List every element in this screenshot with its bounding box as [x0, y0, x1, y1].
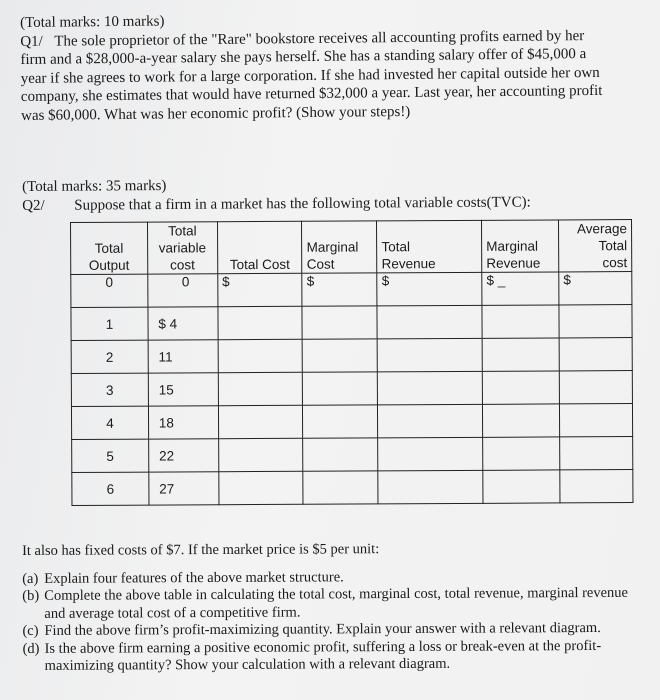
- cell-tvc: 11: [148, 340, 218, 373]
- cell-total-revenue: [378, 404, 483, 438]
- cell-output: 2: [71, 340, 148, 373]
- cell-marginal-cost: [303, 372, 378, 405]
- header-total-cost: Total Cost: [217, 221, 302, 273]
- part-label: (c): [22, 622, 39, 639]
- cell-marginal-cost: [302, 306, 377, 339]
- q2-marks: (Total marks: 35 marks): [22, 177, 167, 195]
- table-row: [71, 272, 632, 308]
- cell-marginal-revenue: [483, 437, 560, 470]
- cell-average-total-cost: [560, 437, 633, 470]
- question-1: [20, 7, 651, 125]
- q1-marks: (Total marks: 10 marks): [20, 13, 165, 31]
- cell-tvc: 22: [148, 439, 218, 472]
- cell-marginal-cost: $: [302, 273, 377, 306]
- cell-marginal-cost: [303, 339, 378, 372]
- cell-average-total-cost: [560, 470, 633, 503]
- part-text: Find the above firm’s profit-maximizing quantity. Explain your answer with a relevant diagram.: [44, 619, 601, 639]
- cell-average-total-cost: [559, 338, 632, 371]
- table-header-row: [71, 220, 632, 275]
- cell-total-revenue: [378, 470, 483, 504]
- cell-total-revenue: [378, 437, 483, 471]
- header-marginal-cost: Marginal Cost: [302, 221, 377, 273]
- table-row: [72, 437, 633, 473]
- cell-tvc: 0: [148, 274, 218, 307]
- cell-total-cost: [218, 339, 303, 372]
- cell-marginal-cost: [303, 438, 378, 471]
- table-row: [71, 371, 632, 407]
- cell-tvc: $ 4: [148, 307, 218, 340]
- q1-line: firm and a $28,000-a-year salary she pays herself. She has a standing salary offer of $45,000 a: [20, 46, 587, 68]
- header-total-output: Total Output: [71, 222, 148, 274]
- cell-total-cost: [219, 471, 304, 504]
- cell-total-cost: [218, 405, 303, 438]
- cell-output: 1: [71, 307, 148, 340]
- q1-line: year if she agrees to work for a large corporation. If she had invested her capital outside her own: [20, 64, 600, 87]
- q1-label: Q1/: [20, 33, 43, 50]
- cell-marginal-revenue: [482, 371, 559, 404]
- cell-average-total-cost: [559, 404, 632, 437]
- cell-total-cost: $: [218, 273, 303, 306]
- q1-line: was $60,000. What was her economic profit? (Show your steps!): [20, 103, 411, 124]
- cell-marginal-cost: [303, 471, 378, 504]
- cell-total-revenue: [377, 338, 482, 372]
- cell-tvc: 18: [148, 406, 218, 439]
- q2-label: Q2/: [22, 197, 45, 214]
- cell-tvc: 27: [149, 472, 219, 505]
- cell-total-revenue: [378, 371, 483, 405]
- cell-average-total-cost: $: [559, 272, 632, 305]
- cell-marginal-revenue: [482, 338, 559, 371]
- q1-line: The sole proprietor of the "Rare" bookstore receives all accounting profits earned by her: [54, 27, 585, 50]
- cell-average-total-cost: [559, 305, 632, 338]
- part-label: (b): [22, 587, 40, 604]
- cell-total-revenue: [377, 305, 482, 339]
- question-2-header: [22, 174, 642, 216]
- cell-average-total-cost: [559, 371, 632, 404]
- cell-marginal-revenue: [483, 404, 560, 437]
- cell-total-cost: [218, 372, 303, 405]
- header-total-variable-cost: Total variable cost: [147, 222, 217, 274]
- cell-total-cost: [218, 438, 303, 471]
- cell-output: 0: [71, 274, 148, 307]
- cell-marginal-revenue: [482, 305, 559, 338]
- part-text: Is the above firm earning a positive economic profit, suffering a loss or break-even at the profit-maximizing quantity? Show your calculation with a relevant diagram.: [44, 637, 602, 674]
- q2-intro: Suppose that a firm in a market has the following total variable costs(TVC):: [74, 194, 531, 214]
- cell-output: 5: [72, 439, 149, 472]
- cell-total-cost: [218, 306, 303, 339]
- cell-output: 4: [71, 406, 148, 439]
- cell-marginal-revenue: $ _: [482, 272, 559, 305]
- header-average-total-cost: Average Total cost: [559, 220, 632, 272]
- table-row: [71, 338, 632, 374]
- q1-line: company, she estimates that would have returned $32,000 a year. Last year, her accounting profit: [20, 82, 603, 105]
- cell-output: 3: [71, 373, 148, 406]
- question-2-parts: [22, 540, 651, 676]
- part-text: Complete the above table in calculating the total cost, marginal cost, total revenue, marginal revenue and average total cost of a competitive firm.: [44, 584, 629, 622]
- cell-marginal-cost: [303, 405, 378, 438]
- fixed-cost-statement: It also has fixed costs of $7. If the market price is $5 per unit:: [22, 541, 380, 559]
- part-label: (a): [22, 570, 39, 587]
- cell-marginal-revenue: [483, 470, 560, 503]
- table-row: [71, 305, 632, 341]
- cost-table: [70, 219, 633, 506]
- part-b: [22, 585, 650, 623]
- cell-output: 6: [72, 472, 149, 505]
- part-text: Explain four features of the above market structure.: [44, 568, 344, 587]
- cell-tvc: 15: [148, 373, 218, 406]
- header-total-revenue: Total Revenue: [377, 220, 482, 273]
- header-marginal-revenue: Marginal Revenue: [482, 220, 559, 272]
- part-label: (d): [22, 640, 40, 657]
- table-row: [71, 404, 632, 440]
- table-row: [72, 470, 633, 506]
- part-d: [23, 637, 651, 675]
- cell-total-revenue: $: [377, 272, 482, 306]
